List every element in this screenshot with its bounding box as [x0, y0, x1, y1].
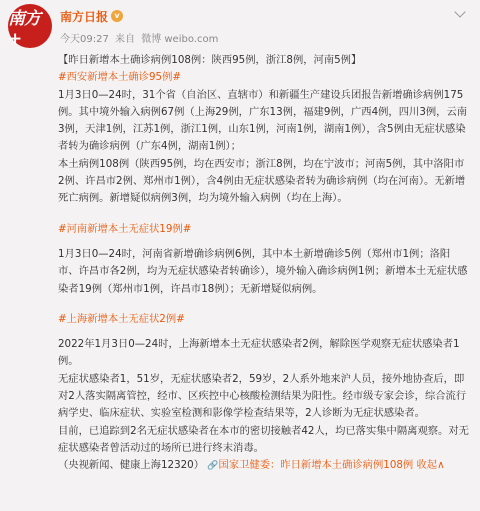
paragraph-henan: 1月3日0—24时，河南省新增确诊病例6例，其中本土新增确诊5例（郑州市1例；洛阳市、许昌市各2例，均为无症状感染者转确诊），境外输入确诊病例1例；新增本土无症状感染者19例（郑州市1例，许昌市18例）；无新增疑似病例。 — [58, 247, 468, 295]
paragraph-shanghai-summary: 2022年1月3日0—24时，上海新增本土无症状感染者2例，解除医学观察无症状感染者1例。 — [58, 338, 460, 368]
news-credit: （央视新闻、健康上海12320） — [58, 459, 205, 472]
source-label: 来自 — [115, 34, 136, 45]
paragraph-shanghai-tracing: 目前，已追踪到2名无症状感染者在本市的密切接触者42人，均已落实集中隔离观察。对无症状感染者曾活动过的场所已进行终末消毒。 — [58, 424, 469, 454]
post-meta — [60, 30, 221, 45]
name-row — [60, 7, 123, 25]
post-source: 微博 weibo.com — [141, 34, 219, 45]
topic-link-shanghai[interactable]: #上海新增本土无症状2例# — [58, 312, 185, 325]
paragraph-national: 1月3日0—24时，31个省（自治区、直辖市）和新疆生产建设兵团报告新增确诊病例175例。其中境外输入病例67例（上海29例，广东13例，福建9例，广西4例，四川3例，云南3例，天津1例，江苏1例，浙江1例，山东1例，河南1例，湖南1例），含5例由无症状感染者转为确诊病例（广东4例，湖南1例）； — [58, 88, 468, 153]
avatar[interactable]: 南方+ — [8, 4, 52, 48]
footer-line — [58, 457, 470, 475]
link-icon[interactable]: 🔗 — [207, 461, 219, 472]
post-time: 今天09:27 — [60, 34, 109, 45]
article-link[interactable]: 国家卫健委：昨日新增本土确诊病例108例 — [218, 459, 414, 472]
chevron-down-icon[interactable] — [454, 6, 465, 17]
paragraph-shanghai-cases: 无症状感染者1，51岁，无症状感染者2，59岁，2人系外地来沪人员，接外地协查后，即对2人落实隔离管控，经市、区疾控中心核酸检测结果为阳性。经市级专家会诊，综合流行病学史、临床症状、实验室检测和影像学检查结果等，2人诊断为无症状感染者。 — [58, 372, 467, 420]
topic-link-henan[interactable]: #河南新增本土无症状19例# — [58, 222, 192, 235]
account-name[interactable]: 南方日报 — [60, 9, 109, 24]
paragraph-local: 本土病例108例（陕西95例，均在西安市；浙江8例，均在宁波市；河南5例，其中洛阳市2例、许昌市2例、郑州市1例），含4例由无症状感染者转为确诊病例（均在河南）。无新增死亡病例。新增疑似病例3例，均为境外输入病例（均在上海）。 — [58, 157, 466, 205]
chevron-up-icon: ∧ — [437, 459, 445, 472]
post-headline: 【昨日新增本土确诊病例108例：陕西95例，浙江8例，河南5例】 — [58, 54, 362, 66]
post-content — [58, 52, 470, 476]
collapse-label: 收起 — [416, 459, 438, 472]
verified-badge-icon: v — [111, 10, 123, 22]
topic-link-xian[interactable]: #西安新增本土确诊95例# — [58, 71, 182, 84]
collapse-button[interactable] — [417, 459, 445, 471]
post-header — [0, 0, 480, 52]
